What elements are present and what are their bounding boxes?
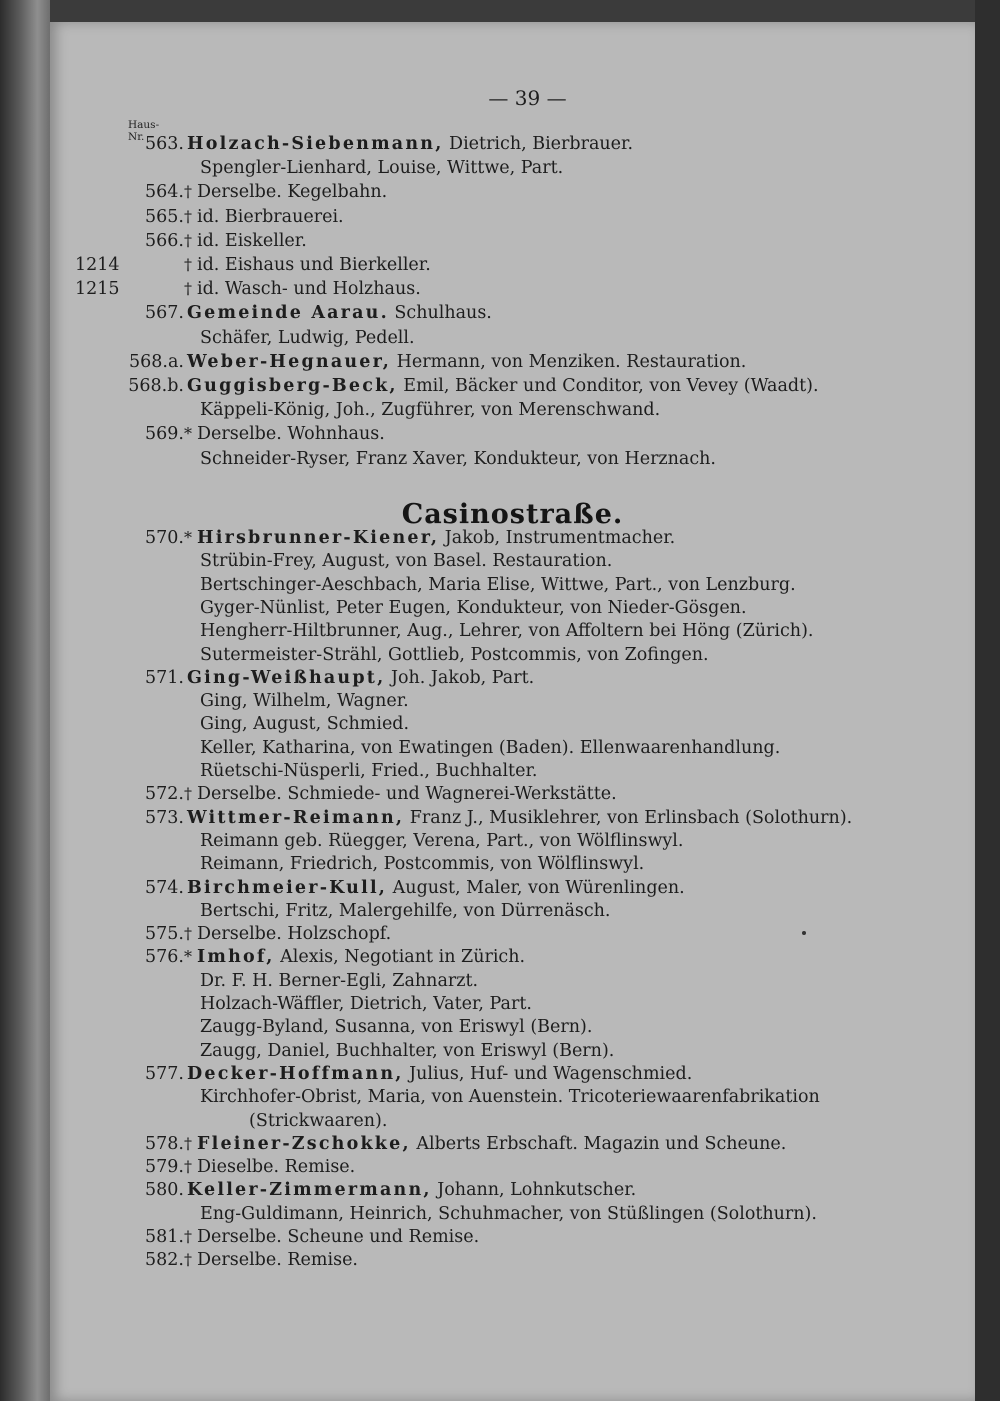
- entry-text: [200, 549, 612, 573]
- entry-details: Kirchhofer-Obrist, Maria, von Auenstein. Tricoteriewaarenfabrikation: [200, 1087, 820, 1108]
- entry-details: id. Eishaus und Bierkeller.: [197, 255, 431, 275]
- directory-entry: [50, 180, 975, 204]
- entry-text: [200, 969, 478, 993]
- house-number: 569.: [145, 424, 184, 445]
- directory-entry: [50, 852, 975, 876]
- scan-background-edge: [975, 0, 1000, 1401]
- entry-details: Rüetschi-Nüsperli, Fried., Buchhalter.: [200, 761, 538, 781]
- entry-text: [200, 852, 644, 876]
- directory-entry: [50, 829, 975, 853]
- owner-name: Fleiner-Zschokke,: [197, 1133, 411, 1154]
- entry-details: Käppeli-König, Joh., Zugführer, von Merenschwand.: [200, 400, 661, 421]
- entry-text: [187, 876, 685, 900]
- entry-mark: †: [184, 1250, 192, 1270]
- entry-text: [200, 1015, 592, 1039]
- entry-details: Emil, Bäcker und Conditor, von Vevey (Waadt).: [397, 376, 819, 396]
- entry-mark: *: [184, 947, 192, 967]
- entry-details: Strübin-Frey, August, von Basel. Restauration.: [200, 551, 613, 572]
- entry-details: (Strickwaaren).: [249, 1110, 388, 1131]
- directory-entry: [50, 899, 975, 923]
- section-title: Casinostraße.: [401, 499, 624, 530]
- directory-entry: [50, 876, 975, 900]
- entry-details: Dieselbe. Remise.: [197, 1157, 356, 1178]
- owner-name: Decker-Hoffmann,: [187, 1063, 404, 1084]
- entry-text: [200, 1202, 817, 1226]
- directory-entry: [50, 1015, 975, 1039]
- directory-entry: [50, 969, 975, 993]
- entry-details: Schneider-Ryser, Franz Xaver, Kondukteur, von Herznach.: [200, 448, 716, 469]
- owner-name: Wittmer-Reimann,: [187, 807, 405, 828]
- owner-name: Imhof,: [197, 947, 275, 968]
- entry-details: Hermann, von Menziken. Restauration.: [391, 351, 747, 372]
- entry-details: Zaugg-Byland, Susanna, von Eriswyl (Bern).: [200, 1017, 593, 1038]
- house-number: 576.: [145, 947, 184, 968]
- owner-name: Ging-Weißhaupt,: [187, 667, 386, 688]
- house-number: 565.: [145, 206, 184, 227]
- directory-entry: [50, 1085, 975, 1109]
- entry-details: Gyger-Nünlist, Peter Eugen, Kondukteur, von Nieder-Gösgen.: [200, 597, 747, 618]
- directory-entry: [50, 643, 975, 667]
- directory-entry: [50, 945, 975, 969]
- directory-entry: [50, 712, 975, 736]
- entry-details: Reimann, Friedrich, Postcommis, von Wölflinswyl.: [200, 854, 645, 875]
- entry-mark: †: [184, 1157, 192, 1177]
- entry-details: Schulhaus.: [388, 303, 492, 324]
- directory-entry: [50, 992, 975, 1016]
- entry-text: [200, 689, 409, 713]
- entry-text: [187, 132, 633, 156]
- entry-details: Bertschi, Fritz, Malergehilfe, von Dürrenäsch.: [200, 900, 611, 921]
- directory-entry: [50, 253, 975, 277]
- entry-details: id. Wasch- und Holzhaus.: [197, 279, 421, 300]
- entry-details: Joh. Jakob, Part.: [385, 667, 535, 688]
- entry-text: [187, 1062, 692, 1086]
- owner-name: Holzach-Siebenmann,: [187, 134, 444, 154]
- entry-details: Derselbe. Wohnhaus.: [197, 424, 385, 445]
- entry-details: Dr. F. H. Berner-Egli, Zahnarzt.: [200, 970, 479, 991]
- directory-entry: [50, 782, 975, 806]
- entry-text: [200, 899, 611, 923]
- house-number: 571.: [145, 667, 184, 688]
- entry-details: Franz J., Musiklehrer, von Erlinsbach (Solothurn).: [404, 807, 853, 828]
- entry-text: [200, 156, 563, 180]
- directory-entry: [50, 573, 975, 597]
- entry-details: Dietrich, Bierbrauer.: [443, 134, 634, 154]
- book-page: [50, 22, 975, 1401]
- entry-details: Derselbe. Kegelbahn.: [197, 182, 388, 203]
- entry-text: [197, 1132, 786, 1156]
- directory-entry: [50, 132, 975, 156]
- entry-text: [197, 945, 525, 969]
- house-number: 582.: [145, 1250, 184, 1271]
- entry-text: [187, 806, 852, 830]
- entry-text: [197, 180, 387, 204]
- entry-details: Keller, Katharina, von Ewatingen (Baden). Ellenwaarenhandlung.: [200, 737, 781, 758]
- directory-entry: [50, 1062, 975, 1086]
- entry-text: [200, 829, 683, 853]
- directory-entry: [50, 1132, 975, 1156]
- owner-name: Birchmeier-Kull,: [187, 877, 388, 898]
- house-number: 570.: [145, 528, 184, 548]
- house-number: 563.: [145, 134, 184, 154]
- entry-text: [200, 398, 660, 422]
- house-number: 567.: [145, 303, 184, 324]
- owner-name: Guggisberg-Beck,: [187, 376, 398, 396]
- directory-entry: [50, 1202, 975, 1226]
- entry-details: Spengler-Lienhard, Louise, Wittwe, Part.: [200, 158, 564, 179]
- entry-text: [200, 596, 747, 620]
- entry-mark: *: [184, 528, 192, 547]
- entry-mark: †: [184, 1133, 192, 1153]
- house-number: 575.: [145, 924, 184, 945]
- haus-label-line-1: Haus-: [128, 119, 160, 131]
- directory-entry: [50, 1248, 975, 1272]
- entry-text: [200, 1085, 820, 1109]
- entry-text: [200, 619, 813, 643]
- house-number: 568.b.: [128, 376, 184, 396]
- page-number-text: — 39 —: [488, 86, 567, 110]
- directory-entry: [50, 596, 975, 620]
- directory-entry: [50, 736, 975, 760]
- directory-entry: [50, 1178, 975, 1202]
- entry-text: [200, 573, 796, 597]
- entry-text: [187, 301, 492, 325]
- directory-entry: [50, 1039, 975, 1063]
- entry-details: Eng-Guldimann, Heinrich, Schuhmacher, von Stüßlingen (Solothurn).: [200, 1203, 817, 1224]
- entry-mark: †: [184, 1227, 192, 1246]
- directory-entry: [50, 759, 975, 783]
- entry-details: Reimann geb. Rüegger, Verena, Part., von Wölflinswyl.: [200, 830, 684, 851]
- directory-entry: [50, 806, 975, 830]
- entry-details: id. Bierbrauerei.: [197, 206, 344, 227]
- entry-details: August, Maler, von Würenlingen.: [387, 877, 685, 898]
- house-number: 564.: [145, 182, 184, 203]
- directory-entry: [50, 301, 975, 325]
- entry-mark: †: [184, 182, 192, 202]
- entry-details: Ging, Wilhelm, Wagner.: [200, 691, 409, 712]
- haus-label-line-2: Nr.: [128, 131, 145, 143]
- entry-text: [197, 229, 307, 253]
- directory-entry: [50, 374, 975, 398]
- house-number: 568.a.: [129, 351, 184, 372]
- entry-text: [197, 1155, 355, 1179]
- directory-entry: [50, 229, 975, 253]
- entry-details: Derselbe. Remise.: [197, 1250, 358, 1271]
- entry-details: id. Eiskeller.: [197, 230, 307, 251]
- entry-details: Bertschinger-Aeschbach, Maria Elise, Wittwe, Part., von Lenzburg.: [200, 574, 796, 595]
- entry-details: Derselbe. Schmiede- und Wagnerei-Werkstätte.: [197, 784, 617, 805]
- entry-text: [197, 1248, 358, 1272]
- entry-details: Alexis, Negotiant in Zürich.: [274, 947, 526, 968]
- entry-text: [197, 277, 421, 301]
- entry-text: [249, 1109, 387, 1133]
- entry-text: [197, 253, 431, 277]
- entry-text: [197, 1225, 479, 1249]
- entry-text: [187, 666, 534, 690]
- entry-text: [200, 736, 780, 760]
- owner-name: Keller-Zimmermann,: [187, 1180, 432, 1201]
- directory-entry: [50, 689, 975, 713]
- directory-entry: [50, 398, 975, 422]
- entry-details: Derselbe. Scheune und Remise.: [197, 1227, 480, 1247]
- entry-text: [200, 447, 716, 471]
- entry-details: Derselbe. Holzschopf.: [197, 924, 392, 945]
- owner-name: Hirsbrunner-Kiener,: [197, 528, 440, 548]
- entry-details: Julius, Huf- und Wagenschmied.: [403, 1063, 693, 1084]
- directory-entry: [50, 666, 975, 690]
- owner-name: Gemeinde Aarau.: [187, 303, 389, 324]
- entry-details: Ging, August, Schmied.: [200, 714, 410, 735]
- entry-text: [197, 782, 617, 806]
- house-number: 574.: [145, 877, 184, 898]
- entry-mark: *: [184, 424, 192, 444]
- entry-details: Hengherr-Hiltbrunner, Aug., Lehrer, von Affoltern bei Höng (Zürich).: [200, 621, 814, 642]
- directory-entry: [50, 350, 975, 374]
- entry-details: Alberts Erbschaft. Magazin und Scheune.: [410, 1133, 787, 1154]
- entry-text: [187, 350, 746, 374]
- house-number: 580.: [145, 1180, 184, 1201]
- directory-entry: [50, 549, 975, 573]
- house-number: 566.: [145, 230, 184, 251]
- entry-details: Jakob, Instrumentmacher.: [439, 528, 676, 548]
- house-number: 572.: [145, 784, 184, 805]
- entry-mark: †: [184, 784, 192, 804]
- directory-entry: [50, 526, 975, 550]
- directory-entry: [50, 447, 975, 471]
- entry-text: [200, 326, 415, 350]
- entry-text: [197, 422, 385, 446]
- entry-mark: †: [184, 924, 192, 944]
- old-house-number: 1214: [75, 255, 120, 275]
- house-number: 581.: [145, 1227, 184, 1247]
- directory-entry: [50, 1109, 975, 1133]
- entry-text: [200, 759, 537, 783]
- entry-mark: †: [184, 279, 192, 299]
- entry-details: Johann, Lohnkutscher.: [431, 1180, 637, 1201]
- directory-entry: [50, 326, 975, 350]
- directory-entry: [50, 205, 975, 229]
- directory-entry: [50, 619, 975, 643]
- house-number: 578.: [145, 1133, 184, 1154]
- entry-text: [187, 1178, 636, 1202]
- directory-entry: [50, 422, 975, 446]
- directory-entry: [50, 277, 975, 301]
- old-house-number: 1215: [75, 279, 120, 300]
- owner-name: Weber-Hegnauer,: [187, 351, 392, 372]
- entry-details: Sutermeister-Strähl, Gottlieb, Postcommis, von Zofingen.: [200, 644, 709, 665]
- house-number: 573.: [145, 807, 184, 828]
- entry-mark: †: [184, 230, 192, 250]
- directory-entry: [50, 156, 975, 180]
- entry-mark: †: [184, 206, 192, 226]
- entry-details: Schäfer, Ludwig, Pedell.: [200, 327, 415, 348]
- house-number: 577.: [145, 1063, 184, 1084]
- entry-text: [197, 205, 344, 229]
- entry-text: [197, 922, 391, 946]
- print-speck: [802, 931, 806, 935]
- directory-entry: [50, 922, 975, 946]
- directory-entry: [50, 1155, 975, 1179]
- entry-text: [200, 1039, 614, 1063]
- book-gutter: [0, 0, 50, 1401]
- entry-mark: †: [184, 255, 192, 274]
- directory-entry: [50, 1225, 975, 1249]
- page-number: [50, 86, 975, 110]
- entry-text: [200, 712, 409, 736]
- entry-details: Zaugg, Daniel, Buchhalter, von Eriswyl (Bern).: [200, 1040, 615, 1061]
- entry-text: [200, 643, 709, 667]
- entry-details: Holzach-Wäffler, Dietrich, Vater, Part.: [200, 994, 532, 1014]
- entry-text: [187, 374, 819, 398]
- house-number: 579.: [145, 1157, 184, 1178]
- entry-text: [197, 526, 675, 550]
- entry-text: [200, 992, 532, 1016]
